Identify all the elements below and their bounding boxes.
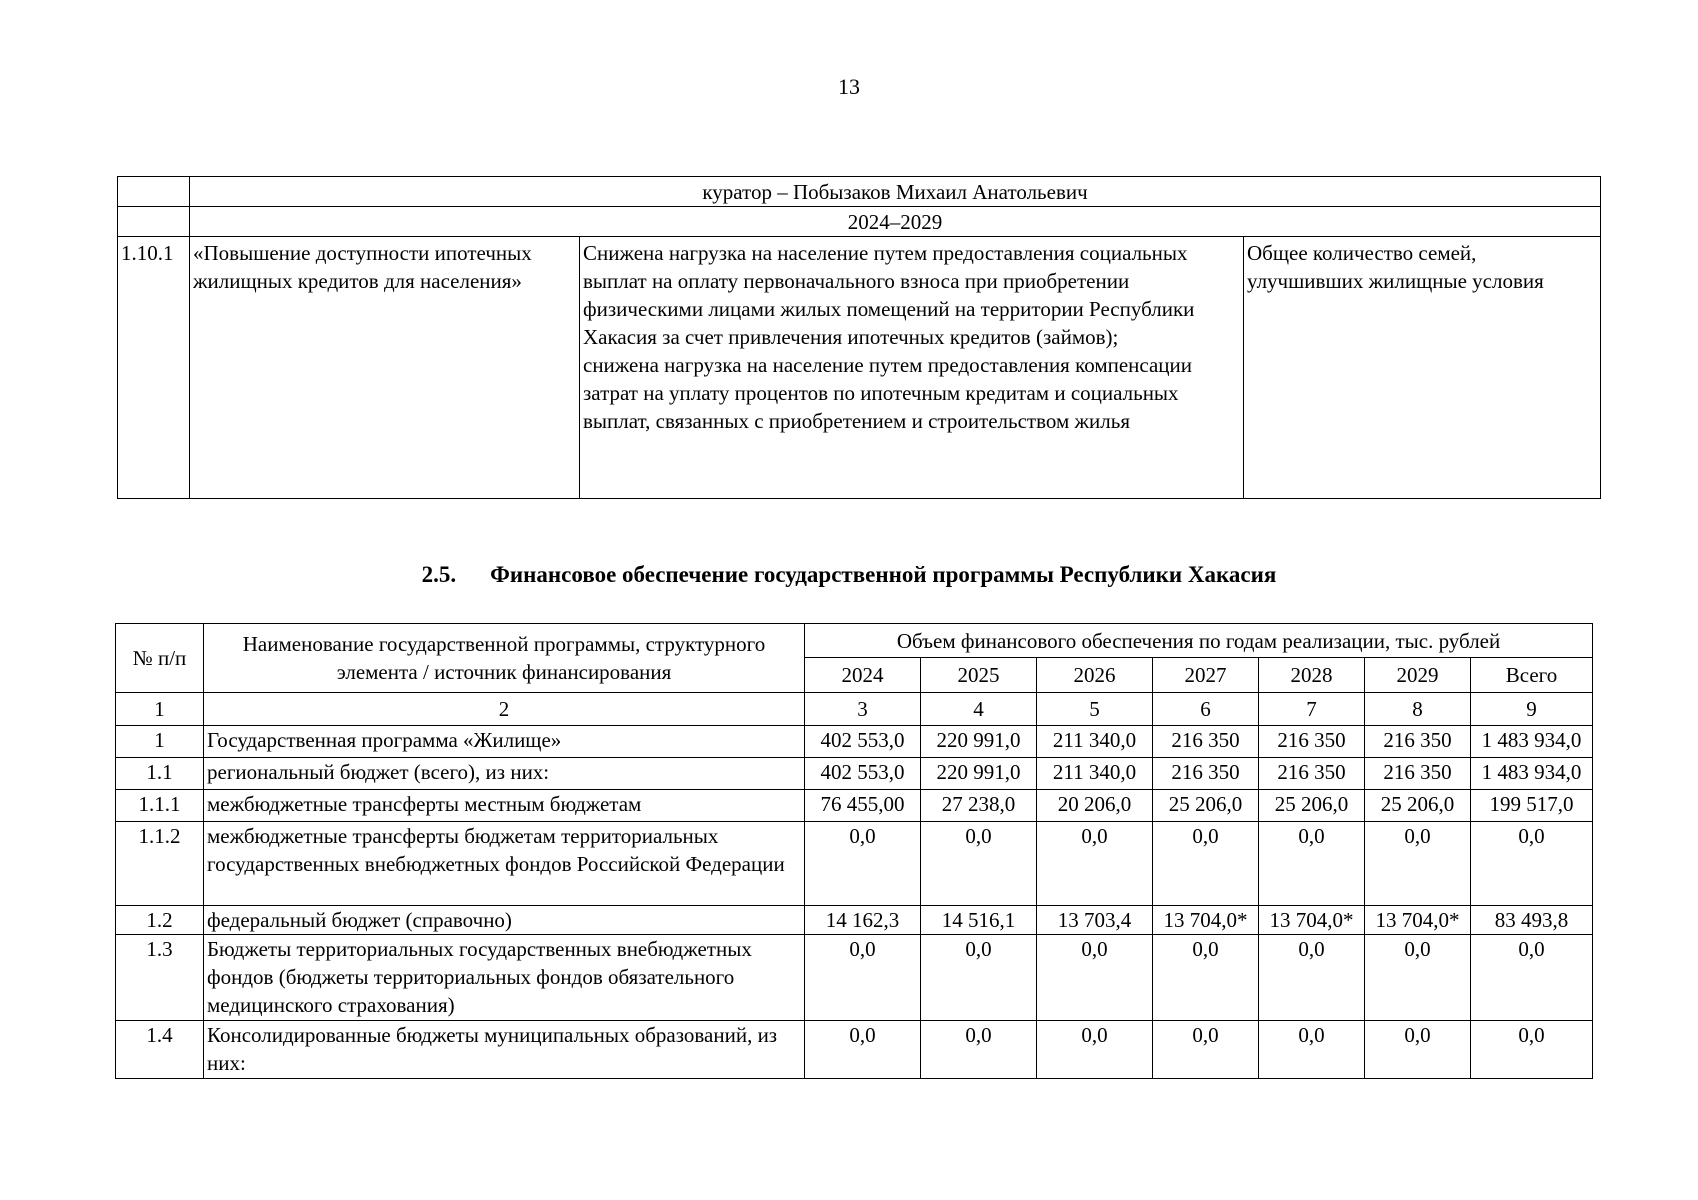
value-cell: 0,0 bbox=[1153, 1021, 1259, 1079]
value-cell: 216 350 bbox=[1153, 726, 1259, 758]
value-cell: 0,0 bbox=[1037, 822, 1153, 906]
value-cell: 0,0 bbox=[805, 822, 921, 906]
table-row bbox=[116, 726, 1593, 758]
value-cell: 220 991,0 bbox=[921, 726, 1037, 758]
page-number: 13 bbox=[838, 74, 860, 99]
value-cell: 0,0 bbox=[1365, 935, 1471, 1021]
column-number-cell: 2 bbox=[204, 693, 805, 726]
column-numbers-row bbox=[116, 693, 1593, 726]
column-number-cell: 1 bbox=[116, 693, 204, 726]
value-cell: 0,0 bbox=[1471, 1021, 1593, 1079]
value-cell: 0,0 bbox=[1259, 1021, 1365, 1079]
value-cell: 216 350 bbox=[1259, 726, 1365, 758]
finance-table bbox=[115, 623, 1593, 1079]
row-name: Государственная программа «Жилище» bbox=[204, 726, 805, 758]
header-number: № п/п bbox=[116, 624, 204, 693]
row-number: 1.2 bbox=[116, 906, 204, 935]
value-cell: 220 991,0 bbox=[921, 758, 1037, 790]
measure-indicator: Общее количество семей, улучшивших жилищные условия bbox=[1244, 237, 1601, 499]
value-cell: 0,0 bbox=[1471, 935, 1593, 1021]
value-cell: 0,0 bbox=[1037, 1021, 1153, 1079]
row-number: 1.1 bbox=[116, 758, 204, 790]
table-row bbox=[116, 906, 1593, 935]
column-number-cell: 5 bbox=[1037, 693, 1153, 726]
curator-text: куратор – Побызаков Михаил Анатольевич bbox=[190, 177, 1601, 207]
value-cell: 0,0 bbox=[921, 935, 1037, 1021]
curator-row-empty-cell bbox=[118, 177, 190, 207]
row-name: межбюджетные трансферты бюджетам территориальных государственных внебюджетных фондов Российской Федерации bbox=[204, 822, 805, 906]
value-cell: 0,0 bbox=[1259, 822, 1365, 906]
value-cell: 216 350 bbox=[1153, 758, 1259, 790]
measure-effect-1: Снижена нагрузка на население путем предоставления социальных выплат на оплату первоначального взноса при приобретении физическими лицами жилых помещений на территории Республики Хакасия за счет привлечения ипотечных кредитов (займов); bbox=[583, 241, 1195, 349]
row-number: 1.1.1 bbox=[116, 790, 204, 822]
row-name: межбюджетные трансферты местным бюджетам bbox=[204, 790, 805, 822]
table-row bbox=[116, 758, 1593, 790]
value-cell: 13 704,0* bbox=[1259, 906, 1365, 935]
measure-row bbox=[118, 237, 1601, 499]
value-cell: 0,0 bbox=[805, 1021, 921, 1079]
header-year: 2024 bbox=[805, 658, 921, 693]
column-number-cell: 9 bbox=[1471, 693, 1593, 726]
curator-row bbox=[118, 177, 1601, 207]
section-heading bbox=[0, 562, 1698, 588]
value-cell: 27 238,0 bbox=[921, 790, 1037, 822]
row-number: 1.1.2 bbox=[116, 822, 204, 906]
row-number: 1 bbox=[116, 726, 204, 758]
value-cell: 402 553,0 bbox=[805, 758, 921, 790]
table-row bbox=[116, 935, 1593, 1021]
value-cell: 211 340,0 bbox=[1037, 726, 1153, 758]
value-cell: 13 704,0* bbox=[1153, 906, 1259, 935]
table-row bbox=[116, 790, 1593, 822]
value-cell: 0,0 bbox=[921, 1021, 1037, 1079]
value-cell: 199 517,0 bbox=[1471, 790, 1593, 822]
finance-header-row bbox=[116, 624, 1593, 658]
period-row-empty-cell bbox=[118, 207, 190, 237]
value-cell: 0,0 bbox=[805, 935, 921, 1021]
value-cell: 25 206,0 bbox=[1259, 790, 1365, 822]
row-name: федеральный бюджет (справочно) bbox=[204, 906, 805, 935]
value-cell: 76 455,00 bbox=[805, 790, 921, 822]
header-year: 2026 bbox=[1037, 658, 1153, 693]
value-cell: 0,0 bbox=[1037, 935, 1153, 1021]
value-cell: 0,0 bbox=[1153, 822, 1259, 906]
period-text: 2024–2029 bbox=[190, 207, 1601, 237]
column-number-cell: 4 bbox=[921, 693, 1037, 726]
value-cell: 0,0 bbox=[1471, 822, 1593, 906]
value-cell: 14 516,1 bbox=[921, 906, 1037, 935]
section-number: 2.5. bbox=[421, 562, 457, 587]
value-cell: 1 483 934,0 bbox=[1471, 758, 1593, 790]
value-cell: 216 350 bbox=[1365, 758, 1471, 790]
value-cell: 14 162,3 bbox=[805, 906, 921, 935]
measure-effect-2: снижена нагрузка на население путем предоставления компенсации затрат на уплату процентов по ипотечным кредитам и социальных выплат, связанных с приобретением и строительством жилья bbox=[583, 353, 1193, 433]
row-name: Бюджеты территориальных государственных внебюджетных фондов (бюджеты территориальных фондов обязательного медицинского страхования) bbox=[204, 935, 805, 1021]
header-year: Всего bbox=[1471, 658, 1593, 693]
value-cell: 216 350 bbox=[1259, 758, 1365, 790]
value-cell: 13 704,0* bbox=[1365, 906, 1471, 935]
value-cell: 25 206,0 bbox=[1365, 790, 1471, 822]
value-cell: 0,0 bbox=[921, 822, 1037, 906]
header-volume: Объем финансового обеспечения по годам реализации, тыс. рублей bbox=[805, 624, 1593, 658]
header-year: 2029 bbox=[1365, 658, 1471, 693]
header-year: 2028 bbox=[1259, 658, 1365, 693]
header-name: Наименование государственной программы, структурного элемента / источник финансирования bbox=[204, 624, 805, 693]
table-row bbox=[116, 822, 1593, 906]
value-cell: 0,0 bbox=[1153, 935, 1259, 1021]
row-name: Консолидированные бюджеты муниципальных образований, из них: bbox=[204, 1021, 805, 1079]
value-cell: 0,0 bbox=[1365, 822, 1471, 906]
value-cell: 83 493,8 bbox=[1471, 906, 1593, 935]
measure-number: 1.10.1 bbox=[118, 237, 190, 499]
value-cell: 13 703,4 bbox=[1037, 906, 1153, 935]
period-row bbox=[118, 207, 1601, 237]
value-cell: 1 483 934,0 bbox=[1471, 726, 1593, 758]
column-number-cell: 8 bbox=[1365, 693, 1471, 726]
table-row bbox=[116, 1021, 1593, 1079]
measure-task: «Повышение доступности ипотечных жилищных кредитов для населения» bbox=[190, 237, 580, 499]
value-cell: 216 350 bbox=[1365, 726, 1471, 758]
value-cell: 0,0 bbox=[1365, 1021, 1471, 1079]
column-number-cell: 6 bbox=[1153, 693, 1259, 726]
value-cell: 0,0 bbox=[1259, 935, 1365, 1021]
value-cell: 25 206,0 bbox=[1153, 790, 1259, 822]
row-name: региональный бюджет (всего), из них: bbox=[204, 758, 805, 790]
column-number-cell: 3 bbox=[805, 693, 921, 726]
value-cell: 402 553,0 bbox=[805, 726, 921, 758]
measure-effects bbox=[580, 237, 1244, 499]
value-cell: 20 206,0 bbox=[1037, 790, 1153, 822]
row-number: 1.4 bbox=[116, 1021, 204, 1079]
value-cell: 211 340,0 bbox=[1037, 758, 1153, 790]
header-year: 2025 bbox=[921, 658, 1037, 693]
row-number: 1.3 bbox=[116, 935, 204, 1021]
measures-table bbox=[117, 176, 1601, 499]
column-number-cell: 7 bbox=[1259, 693, 1365, 726]
header-year: 2027 bbox=[1153, 658, 1259, 693]
section-title: Финансовое обеспечение государственной программы Республики Хакасия bbox=[490, 562, 1277, 587]
